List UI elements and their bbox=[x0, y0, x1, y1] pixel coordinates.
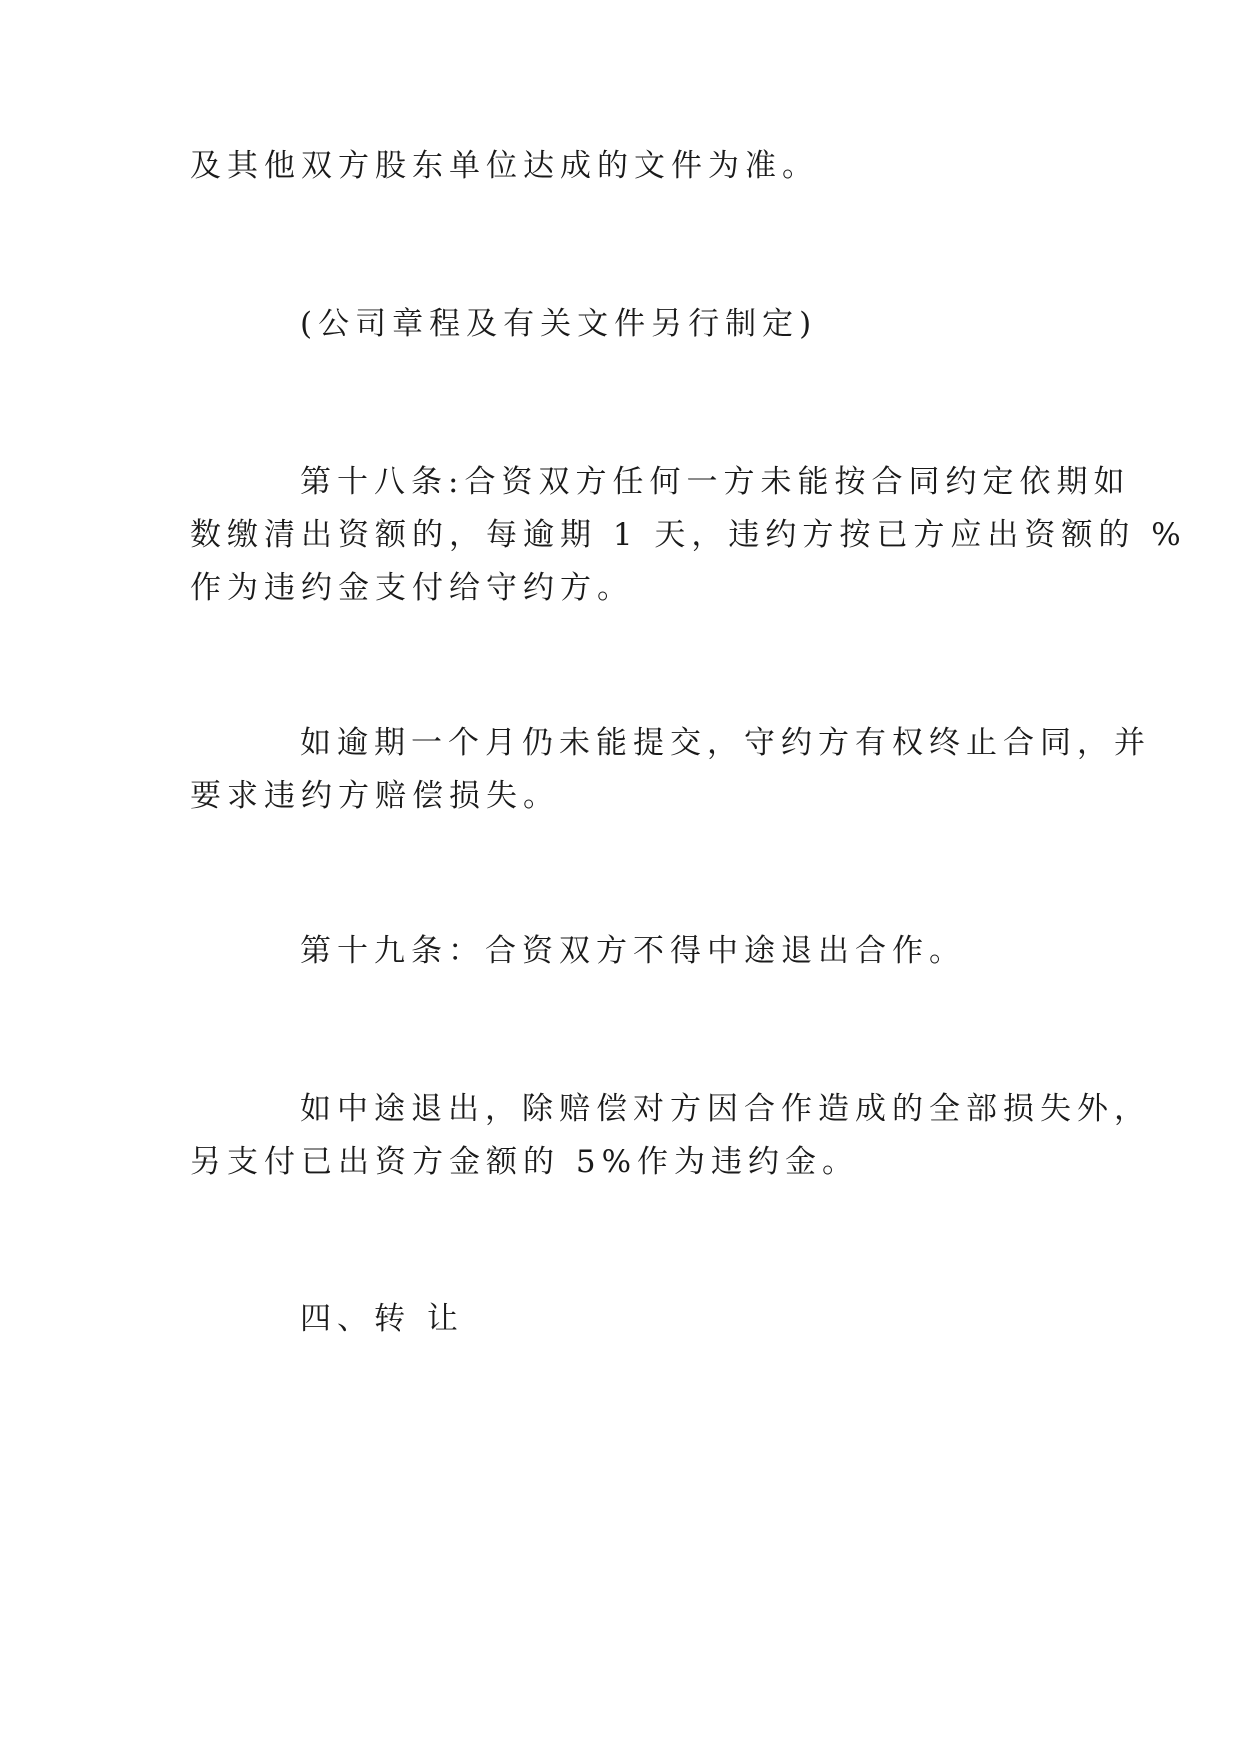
article-18-line-1: 第十八条:合资双方任何一方未能按合同约定依期如 bbox=[300, 464, 1131, 500]
article-18-line-2: 数缴清出资额的，每逾期 1 天，违约方按已方应出资额的 % bbox=[190, 517, 1187, 553]
withdrawal-paragraph-line-1: 如中途退出，除赔偿对方因合作造成的全部损失外， bbox=[300, 1091, 1151, 1127]
withdrawal-paragraph-line-2: 另支付已出资方金额的 5%作为违约金。 bbox=[190, 1144, 860, 1180]
paragraph-line-2: (公司章程及有关文件另行制定) bbox=[300, 306, 818, 342]
overdue-paragraph-line-2: 要求违约方赔偿损失。 bbox=[190, 778, 560, 814]
paragraph-line-1: 及其他双方股东单位达成的文件为准。 bbox=[190, 148, 819, 184]
article-19-line: 第十九条：合资双方不得中途退出合作。 bbox=[300, 933, 966, 969]
overdue-paragraph-line-1: 如逾期一个月仍未能提交，守约方有权终止合同，并 bbox=[300, 725, 1151, 761]
section-heading-transfer: 四、转 让 bbox=[300, 1301, 464, 1337]
article-18-line-3: 作为违约金支付给守约方。 bbox=[190, 570, 634, 606]
